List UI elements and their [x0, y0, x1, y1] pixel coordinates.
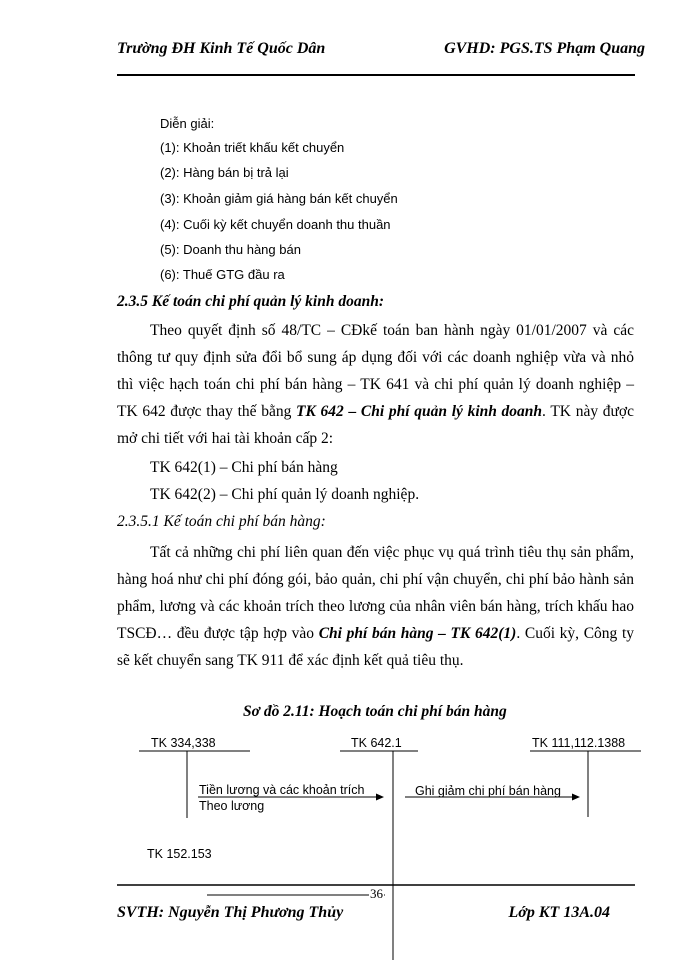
sub-account: TK 642(1) – Chi phí bán hàng [150, 459, 338, 476]
account-label: TK 334,338 [151, 736, 216, 750]
sub-account: TK 642(2) – Chi phí quản lý doanh nghiệp. [150, 486, 420, 503]
explanation-item: (3): Khoản giảm giá hàng bán kết chuyển [160, 191, 398, 206]
section-paragraph: Theo quyết định số 48/TC – CĐkế toán ban hành ngày 01/01/2007 và các thông tư quy định sửa đổi bổ sung áp dụng đối với các doanh nghiệp vừa và nhỏ thì việc hạch toán chi phí bán hàng – TK 641 và chi phí quản lý doanh nghiệp – TK 642 được thay thế bằng TK 642 – Chi phí quản lý kinh doanh. TK này được mở chi tiết với hai tài khoản cấp 2: [117, 322, 634, 447]
account-label: TK 642.1 [351, 736, 402, 750]
account-label: TK 111,112.1388 [532, 736, 626, 750]
subsection-paragraph: Tất cả những chi phí liên quan đến việc phục vụ quá trình tiêu thụ sản phẩm, hàng hoá như chi phí đóng gói, bảo quản, chi phí vận chuyển, chi phí bảo hành sản phẩm, lương và các khoản trích theo lương của nhân viên bán hàng, trích khấu hao TSCĐ… đều được tập hợp vào Chi phí bán hàng – TK 642(1). Cuối kỳ, Công ty sẽ kết chuyển sang TK 911 để xác định kết quả tiêu thụ. [117, 544, 634, 669]
explanation-item: (6): Thuế GTG đầu ra [160, 267, 285, 282]
explanation-item: (5): Doanh thu hàng bán [160, 242, 301, 257]
explanation-item: (4): Cuối kỳ kết chuyển doanh thu thuần [160, 217, 391, 232]
explanation-item: (1): Khoản triết khấu kết chuyển [160, 140, 345, 155]
entry-label: Tiền lương và các khoản trích [199, 783, 365, 797]
diagram-title: Sơ đồ 2.11: Hoạch toán chi phí bán hàng [243, 703, 507, 720]
entry-label: Ghi giảm chi phí bán hàng [415, 784, 561, 798]
footer-student: SVTH: Nguyễn Thị Phương Thủy [117, 904, 344, 921]
header-supervisor: GVHD: PGS.TS Phạm Quang [444, 40, 645, 57]
header-school: Trường ĐH Kinh Tế Quốc Dân [117, 40, 326, 57]
footer-class: Lớp KT 13A.04 [508, 904, 610, 921]
arrow-head-icon [572, 794, 580, 801]
explanation-item: (2): Hàng bán bị trả lại [160, 165, 289, 180]
subsection-heading: 2.3.5.1 Kế toán chi phí bán hàng: [117, 513, 326, 530]
entry-label: Theo lương [199, 799, 265, 813]
page-number: 36 [370, 886, 383, 901]
section-heading: 2.3.5 Kế toán chi phí quản lý kinh doanh: [117, 293, 385, 310]
account-label: TK 152.153 [147, 847, 212, 861]
arrow-head-icon [376, 794, 384, 801]
explanation-title: Diễn giải: [160, 116, 215, 131]
